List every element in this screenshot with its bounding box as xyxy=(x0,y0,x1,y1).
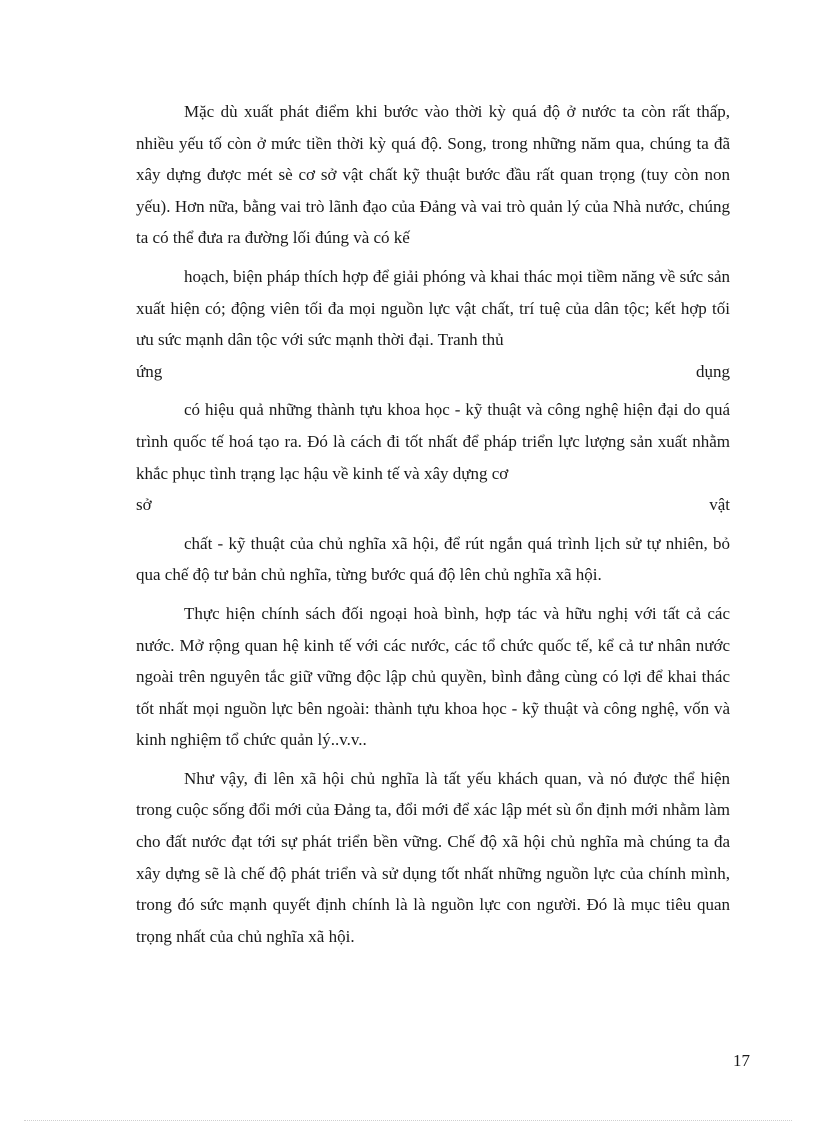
split-line-1-right: dụng xyxy=(696,361,730,381)
paragraph-1: Mặc dù xuất phát điểm khi bước vào thời kỳ quá độ ở nước ta còn rất thấp, nhiều yếu tố còn ở mức tiền thời kỳ quá độ. Song, trong những năm qua, chúng ta đã xây dựng được mét sè cơ sở vật chất kỹ thuật bước đầu rất quan trọng (tuy còn non yếu). Hơn nữa, bằng vai trò lãnh đạo của Đảng và vai trò quản lý của Nhà nước, chúng ta có thể đưa ra đường lối đúng và có kế xyxy=(136,102,730,248)
split-line-1-left: ứng xyxy=(136,361,163,381)
paragraph-2: hoạch, biện pháp thích hợp để giải phóng và khai thác mọi tiềm năng về sức sản xuất hiện có; động viên tối đa mọi nguồn lực vật chất, trí tuệ của dân tộc; kết hợp tối ưu sức mạnh dân tộc với sức mạnh thời đại. Tranh thủ xyxy=(136,266,730,350)
page-number: 17 xyxy=(733,1051,750,1070)
page-bottom-rule xyxy=(24,1120,792,1121)
split-line-1 xyxy=(136,356,730,388)
paragraph-3: có hiệu quả những thành tựu khoa học - kỹ thuật và công nghệ hiện đại do quá trình quốc tế hoá tạo ra. Đó là cách đi tốt nhất để pháp triển lực lượng sản xuất nhằm khắc phục tình trạng lạc hậu về kinh tế và xây dựng cơ xyxy=(136,400,730,483)
paragraph-5: Thực hiện chính sách đối ngoại hoà bình, hợp tác và hữu nghị với tất cả các nước. Mở rộng quan hệ kinh tế với các nước, các tổ chức quốc tế, kể cả tư nhân nước ngoài trên nguyên tắc giữ vững độc lập chủ quyền, bình đẳng cùng có lợi để khai thác tốt nhất mọi nguồn lực bên ngoài: thành tựu khoa học - kỹ thuật và công nghệ, vốn và kinh nghiệm tổ chức quản lý..v.v.. xyxy=(136,603,730,750)
paragraph-4: chất - kỹ thuật của chủ nghĩa xã hội, để rút ngắn quá trình lịch sử tự nhiên, bỏ qua chế độ tư bản chủ nghĩa, từng bước quá độ lên chủ nghĩa xã hội. xyxy=(136,533,730,585)
split-line-2 xyxy=(136,489,730,521)
paragraph-6: Như vậy, đi lên xã hội chủ nghĩa là tất yếu khách quan, và nó được thể hiện trong cuộc sống đổi mới của Đảng ta, đổi mới để xác lập mét sù ổn định mới nhằm làm cho đất nước đạt tới sự phát triển bền vững. Chế độ xã hội chủ nghĩa mà chúng ta đa xây dựng sẽ là chế độ phát triển và sử dụng tốt nhất những nguồn lực của chính mình, trong đó sức mạnh quyết định chính là là nguồn lực con người. Đó là mục tiêu quan trọng nhất của chủ nghĩa xã hội. xyxy=(136,768,730,946)
split-line-2-left: sở xyxy=(136,495,152,515)
document-body xyxy=(136,96,730,952)
split-line-2-right: vật xyxy=(709,495,730,515)
